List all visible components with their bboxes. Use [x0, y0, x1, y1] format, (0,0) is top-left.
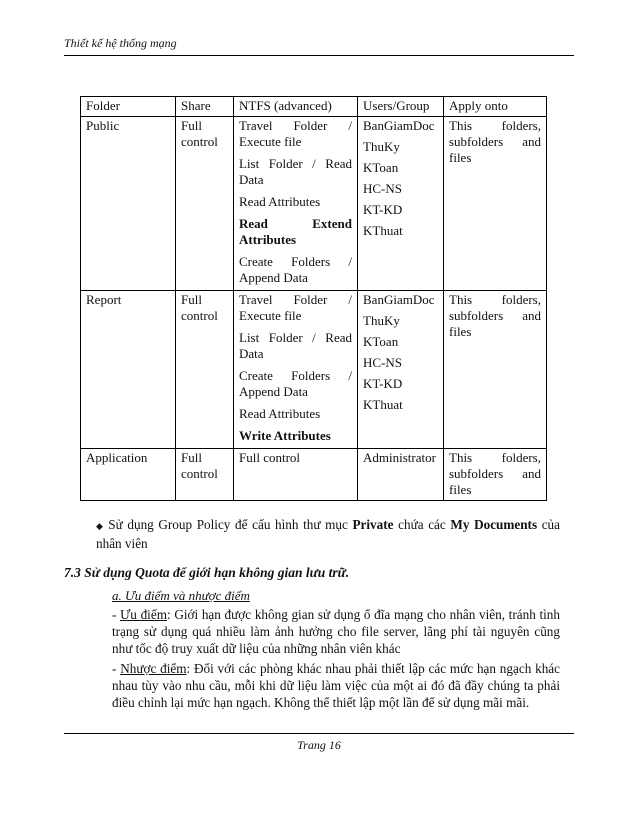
- cell-share: Full control: [176, 449, 234, 501]
- cell-ntfs: [234, 291, 358, 449]
- group-name: KToan: [363, 160, 399, 175]
- sub-heading: a. Ưu điểm và nhược điểm: [112, 588, 250, 603]
- group-name: ThuKy: [363, 139, 400, 154]
- column-header-ntfs: NTFS (advanced): [234, 97, 358, 117]
- permissions-table: [80, 96, 547, 501]
- bullet-text: chứa các: [393, 517, 451, 532]
- group-name: BanGiamDoc: [363, 118, 435, 133]
- disadvantage-text: : Đối với các phòng khác nhau phải thiết lập các mức hạn ngạch khác nhau tùy vào nhu cầu, mỗi khi dữ liệu làm việc của một ai đó đã đầy chúng ta phải điều chỉnh lại mức hạn ngạch. Không thể thiết lập một lần để sử dụng mãi mãi.: [112, 661, 560, 710]
- advantage-paragraph: [112, 606, 560, 657]
- ntfs-permission: Travel Folder / Execute file: [239, 118, 352, 149]
- page-number: Trang 16: [297, 738, 341, 752]
- bullet-text: của nhân viên: [96, 517, 561, 551]
- group-name: KT-KD: [363, 376, 403, 391]
- group-name: ThuKy: [363, 313, 400, 328]
- cell-folder: Application: [81, 449, 176, 501]
- cell-apply-onto: This folders, subfolders and files: [444, 291, 547, 449]
- cell-share: Full control: [176, 291, 234, 449]
- group-name: BanGiamDoc: [363, 292, 435, 307]
- ntfs-permission: Read Extend Attributes: [239, 216, 352, 247]
- group-name: KThuat: [363, 397, 403, 412]
- group-name: HC-NS: [363, 181, 403, 196]
- cell-groups: [358, 291, 444, 449]
- cell-folder: Public: [81, 117, 176, 291]
- header-rule: [64, 55, 574, 56]
- ntfs-permission: Create Folders / Append Data: [239, 254, 352, 285]
- table-row: [81, 291, 547, 449]
- disadvantage-paragraph: [112, 660, 560, 711]
- table-row: [81, 449, 547, 501]
- column-header-apply-onto: Apply onto: [444, 97, 547, 117]
- dash: -: [112, 661, 121, 676]
- dash: -: [112, 607, 121, 622]
- diamond-bullet-icon: ◆: [96, 521, 105, 531]
- cell-ntfs: [234, 117, 358, 291]
- group-name: KThuat: [363, 223, 403, 238]
- footer-rule: [64, 733, 574, 734]
- table-header-row: [81, 97, 547, 117]
- bullet-paragraph: [96, 516, 560, 552]
- disadvantage-label: Nhược điểm: [120, 661, 187, 676]
- advantage-text: : Giới hạn được không gian sử dụng ổ đĩa mạng cho nhân viên, tránh tình trạng sử dụng quá nhiều làm ảnh hưởng cho file server, lãng phí tài nguyên cũng như tốc độ truy xuất dữ liệu của những nhân viên khác: [112, 607, 560, 656]
- cell-groups: [358, 449, 444, 501]
- bullet-bold-private: Private: [352, 517, 394, 532]
- cell-ntfs: [234, 449, 358, 501]
- group-name: HC-NS: [363, 355, 403, 370]
- ntfs-permission: List Folder / Read Data: [239, 156, 352, 187]
- group-name: KToan: [363, 334, 399, 349]
- group-name: KT-KD: [363, 202, 403, 217]
- ntfs-permission: Read Attributes: [239, 406, 321, 421]
- cell-groups: [358, 117, 444, 291]
- cell-apply-onto: This folders, subfolders and files: [444, 117, 547, 291]
- cell-apply-onto: This folders, subfolders and files: [444, 449, 547, 501]
- ntfs-permission: Travel Folder / Execute file: [239, 292, 352, 323]
- column-header-users-group: Users/Group: [358, 97, 444, 117]
- column-header-share: Share: [176, 97, 234, 117]
- ntfs-permission: Full control: [239, 450, 301, 465]
- table-row: [81, 117, 547, 291]
- header-title: Thiết kế hệ thống mạng: [64, 36, 177, 50]
- cell-share: Full control: [176, 117, 234, 291]
- bullet-text: Sử dụng Group Policy để cấu hình thư mục: [108, 517, 353, 532]
- advantage-label: Ưu điểm: [120, 607, 167, 622]
- section-heading: 7.3 Sử dụng Quota để giới hạn không gian lưu trữ.: [64, 565, 350, 580]
- group-name: Administrator: [363, 450, 436, 465]
- ntfs-permission: Write Attributes: [239, 428, 331, 443]
- bullet-bold-my-documents: My Documents: [450, 517, 538, 532]
- cell-folder: Report: [81, 291, 176, 449]
- column-header-folder: Folder: [81, 97, 176, 117]
- ntfs-permission: Read Attributes: [239, 194, 321, 209]
- ntfs-permission: List Folder / Read Data: [239, 330, 352, 361]
- ntfs-permission: Create Folders / Append Data: [239, 368, 352, 399]
